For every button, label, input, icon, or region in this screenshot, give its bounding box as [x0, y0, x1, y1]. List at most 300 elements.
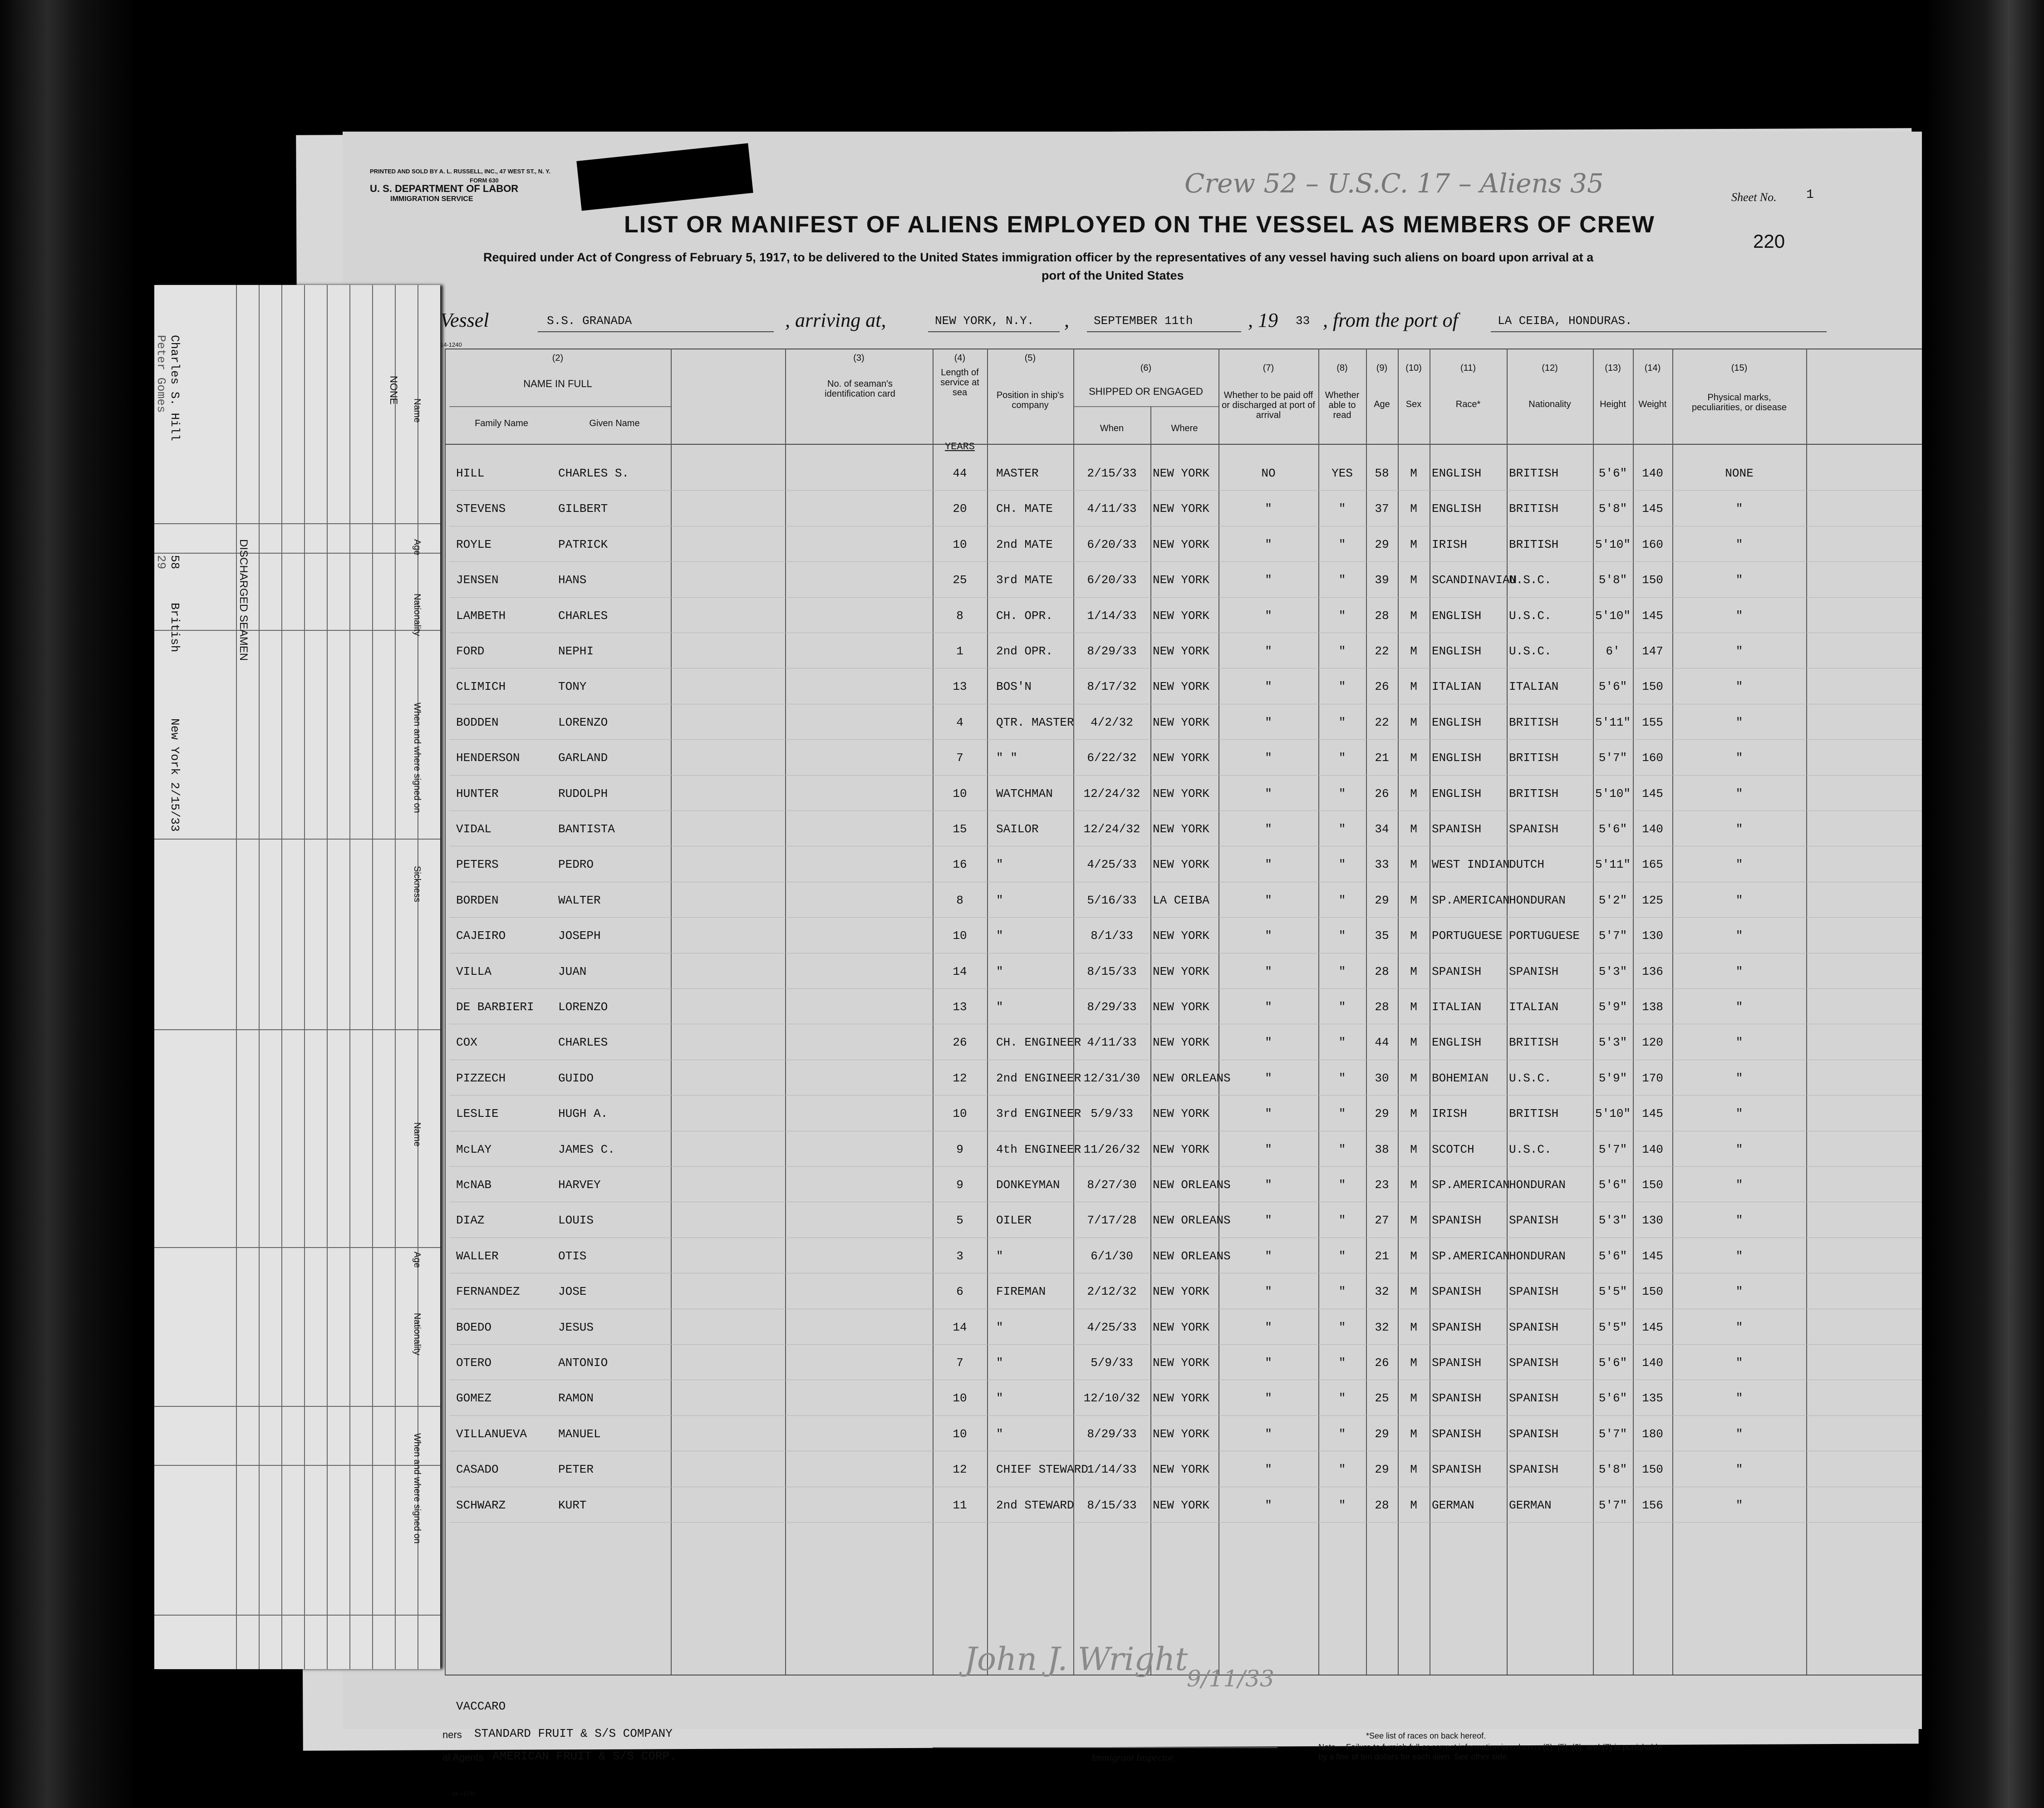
race-cell: SPANISH [1432, 822, 1482, 836]
stamp-number: 220 [1753, 231, 1785, 252]
shipped-where-cell: NEW YORK [1153, 751, 1209, 765]
able-to-read-cell: " [1338, 1285, 1346, 1299]
table-row [343, 743, 1922, 775]
nationality-cell: BRITISH [1509, 715, 1559, 729]
service-years-cell: 7 [956, 1356, 963, 1370]
physical-marks-cell: NONE [1725, 467, 1754, 480]
sex-cell: M [1410, 467, 1417, 480]
shipped-when-cell: 6/22/32 [1087, 751, 1137, 765]
physical-marks-cell: " [1735, 1463, 1743, 1477]
able-to-read-cell: " [1338, 715, 1346, 729]
physical-marks-cell: " [1735, 1214, 1743, 1228]
age-cell: 29 [1375, 1107, 1389, 1121]
shipped-where-cell: NEW YORK [1153, 1463, 1209, 1477]
service-years-cell: 25 [953, 573, 967, 587]
physical-marks-cell: " [1735, 1320, 1743, 1334]
table-row [343, 1027, 1922, 1059]
able-to-read-cell: " [1338, 1107, 1346, 1121]
age-cell: 39 [1375, 573, 1389, 587]
physical-marks-cell: " [1735, 858, 1743, 872]
sheet-label: Sheet No. [1731, 191, 1777, 204]
nationality-cell: BRITISH [1509, 537, 1559, 551]
leaf-head-sickness: Sickness [412, 866, 422, 903]
shipped-when-cell: 5/9/33 [1091, 1356, 1133, 1370]
service-years-cell: 7 [956, 751, 963, 765]
able-to-read-cell: " [1338, 1391, 1346, 1405]
paid-off-cell: " [1265, 1463, 1272, 1477]
leaf-col-line [372, 285, 373, 1669]
position-cell: WATCHMAN [996, 786, 1053, 801]
able-to-read-cell: " [1338, 1214, 1346, 1228]
race-cell: BOHEMIAN [1432, 1071, 1489, 1085]
race-cell: SCOTCH [1432, 1142, 1474, 1156]
weight-cell: 145 [1642, 502, 1663, 516]
redaction-mark [576, 143, 753, 211]
leaf-entry-age: 58 [168, 555, 182, 570]
table-row [343, 1170, 1922, 1202]
row-rule [449, 490, 1922, 491]
physical-marks-cell: " [1735, 964, 1743, 978]
shipped-where-cell: NEW YORK [1153, 964, 1209, 978]
service-years-cell: 6 [956, 1285, 963, 1299]
service-years-cell: 12 [953, 1463, 967, 1477]
physical-marks-cell: " [1735, 929, 1743, 943]
discharged-seamen-leaf [154, 285, 440, 1669]
given-name-cell: JAMES C. [558, 1142, 615, 1156]
height-cell: 5'7" [1598, 1427, 1627, 1441]
leaf-head-nationality: Nationality [412, 594, 422, 636]
family-name-cell: McLAY [456, 1142, 492, 1156]
races-note: *See list of races on back hereof. [1366, 1731, 1486, 1740]
age-cell: 58 [1375, 467, 1389, 480]
service-years-cell: 8 [956, 609, 963, 623]
race-cell: ENGLISH [1432, 502, 1482, 516]
able-to-read-cell: " [1338, 822, 1346, 836]
age-cell: 25 [1375, 1391, 1389, 1405]
weight-cell: 130 [1642, 1214, 1663, 1228]
age-cell: 34 [1375, 822, 1389, 836]
shipped-where-cell: NEW YORK [1153, 1498, 1209, 1512]
service-years-cell: 26 [953, 1036, 967, 1050]
position-cell: " [996, 1356, 1003, 1370]
weight-cell: 125 [1642, 893, 1663, 907]
able-to-read-cell: " [1338, 1036, 1346, 1050]
race-cell: SPANISH [1432, 1427, 1482, 1441]
service-years-cell: 10 [953, 1427, 967, 1441]
sex-cell: M [1410, 1000, 1417, 1014]
leaf-head-nationality-2: Nationality [412, 1313, 422, 1356]
shipped-when-cell: 8/27/30 [1087, 1178, 1137, 1192]
height-cell: 5'3" [1598, 964, 1627, 978]
nationality-cell: U.S.C. [1509, 609, 1552, 623]
col-num-12: (12) [1542, 363, 1558, 373]
shipped-where-cell: NEW YORK [1153, 1000, 1209, 1014]
shipped-where-cell: NEW YORK [1153, 537, 1209, 551]
given-name-cell: LOUIS [558, 1214, 594, 1228]
table-row [343, 921, 1922, 953]
given-name-cell: CHARLES [558, 1036, 608, 1050]
sex-cell: M [1410, 822, 1417, 836]
pencil-crew-count: Crew 52 – U.S.C. 17 – Aliens 35 [1184, 168, 1604, 199]
service-years-cell: 10 [953, 786, 967, 801]
service-years-cell: 5 [956, 1214, 963, 1228]
shipped-when-cell: 4/2/32 [1091, 715, 1133, 729]
able-to-read-cell: " [1338, 1356, 1346, 1370]
weight-cell: 140 [1642, 1356, 1663, 1370]
weight-cell: 140 [1642, 1142, 1663, 1156]
leaf-head-signed-on: When and where signed on [412, 703, 422, 813]
shipped-when-cell: 8/29/33 [1087, 1000, 1137, 1014]
paid-off-cell: " [1265, 822, 1272, 836]
table-row [343, 601, 1922, 633]
family-name-cell: VIDAL [456, 822, 492, 836]
height-cell: 5'11" [1595, 858, 1631, 872]
race-cell: SPANISH [1432, 1320, 1482, 1334]
row-rule [449, 775, 1922, 776]
paid-off-cell: " [1265, 1142, 1272, 1156]
table-row [343, 885, 1922, 917]
physical-marks-cell: " [1735, 1000, 1743, 1014]
weight-cell: 145 [1642, 786, 1663, 801]
nationality-cell: U.S.C. [1509, 1071, 1552, 1085]
paid-off-cell: " [1265, 893, 1272, 907]
leaf-head-name-2: Name [412, 1122, 422, 1147]
leaf-col-line [349, 285, 350, 1669]
family-name-cell: PIZZECH [456, 1071, 506, 1085]
leaf-head-age-2: Age [412, 1252, 422, 1268]
weight-cell: 140 [1642, 822, 1663, 836]
height-cell: 5'7" [1598, 1498, 1627, 1512]
family-name-cell: OTERO [456, 1356, 492, 1370]
sex-cell: M [1410, 1071, 1417, 1085]
age-cell: 33 [1375, 858, 1389, 872]
service-years-cell: 10 [953, 1107, 967, 1121]
age-cell: 35 [1375, 929, 1389, 943]
race-cell: ITALIAN [1432, 680, 1482, 694]
able-to-read-cell: " [1338, 751, 1346, 765]
leaf-row-line [154, 1406, 440, 1407]
family-name-cell: WALLER [456, 1249, 499, 1263]
height-cell: 5'10" [1595, 786, 1631, 801]
form-title: LIST OR MANIFEST OF ALIENS EMPLOYED ON THE VESSEL AS MEMBERS OF CREW [624, 211, 1655, 238]
row-rule [449, 988, 1922, 989]
height-cell: 5'3" [1598, 1214, 1627, 1228]
sex-cell: M [1410, 1285, 1417, 1299]
nationality-cell: BRITISH [1509, 786, 1559, 801]
position-cell: OILER [996, 1214, 1032, 1228]
nationality-cell: ITALIAN [1509, 680, 1559, 694]
sex-cell: M [1410, 786, 1417, 801]
shipped-where-cell: NEW YORK [1153, 467, 1209, 480]
race-cell: SP.AMERICAN [1432, 1178, 1510, 1192]
age-cell: 26 [1375, 786, 1389, 801]
leaf-row-line [154, 1247, 440, 1248]
service-years-cell: 44 [953, 467, 967, 480]
race-cell: SPANISH [1432, 1285, 1482, 1299]
position-cell: " [996, 964, 1003, 978]
physical-marks-cell: " [1735, 680, 1743, 694]
col-num-10: (10) [1405, 363, 1422, 373]
service-years-cell: 9 [956, 1142, 963, 1156]
nationality-cell: U.S.C. [1509, 1142, 1552, 1156]
nationality-cell: ITALIAN [1509, 1000, 1559, 1014]
race-cell: SCANDINAVIAN [1432, 573, 1517, 587]
age-cell: 30 [1375, 1071, 1389, 1085]
weight-cell: 136 [1642, 964, 1663, 978]
height-cell: 5'9" [1598, 1071, 1627, 1085]
height-cell: 6' [1606, 644, 1620, 658]
given-name-cell: HARVEY [558, 1178, 601, 1192]
race-cell: PORTUGUESE [1432, 929, 1503, 943]
years-unit: YEARS [944, 441, 975, 452]
family-name-cell: BORDEN [456, 893, 499, 907]
name-subheader-rule [449, 406, 671, 407]
shipped-where-cell: LA CEIBA [1153, 893, 1209, 907]
able-to-read-cell: YES [1332, 467, 1353, 480]
departure-port: LA CEIBA, HONDURAS. [1498, 314, 1632, 328]
nationality-cell: DUTCH [1509, 858, 1545, 872]
physical-marks-cell: " [1735, 786, 1743, 801]
given-name-cell: GILBERT [558, 502, 608, 516]
age-cell: 38 [1375, 1142, 1389, 1156]
paid-off-cell: " [1265, 858, 1272, 872]
vessel-underline [538, 331, 774, 332]
vessel-label: Vessel [440, 309, 489, 331]
inspector-line [933, 1747, 1278, 1748]
shipped-when-cell: 8/15/33 [1087, 964, 1137, 978]
family-name-cell: FORD [456, 644, 485, 658]
sex-cell: M [1410, 715, 1417, 729]
service-years-cell: 13 [953, 1000, 967, 1014]
given-name-cell: JOSE [558, 1285, 587, 1299]
department: U. S. DEPARTMENT OF LABOR [370, 183, 519, 194]
age-cell: 27 [1375, 1214, 1389, 1228]
table-row [343, 1419, 1922, 1451]
able-to-read-cell: " [1338, 644, 1346, 658]
nationality-cell: BRITISH [1509, 1107, 1559, 1121]
weight-cell: 170 [1642, 1071, 1663, 1085]
date-underline [1087, 331, 1241, 332]
inspector-signature: John J. Wright [964, 1641, 1188, 1678]
sex-cell: M [1410, 1036, 1417, 1050]
paid-off-cell: " [1265, 1356, 1272, 1370]
age-cell: 22 [1375, 715, 1389, 729]
sex-cell: M [1410, 1320, 1417, 1334]
table-row [343, 1348, 1922, 1380]
given-name-cell: OTIS [558, 1249, 587, 1263]
leaf-entry-nationality: British [168, 603, 182, 653]
leaf-col-line [236, 285, 237, 1669]
nationality-cell: BRITISH [1509, 502, 1559, 516]
owners-label: ners [442, 1729, 462, 1740]
able-to-read-cell: " [1338, 609, 1346, 623]
nationality-cell: BRITISH [1509, 467, 1559, 480]
table-row [343, 957, 1922, 988]
nationality-cell: SPANISH [1509, 1427, 1559, 1441]
able-to-read-cell: " [1338, 1000, 1346, 1014]
nationality-cell: HONDURAN [1509, 893, 1566, 907]
row-rule [449, 1166, 1922, 1167]
physical-marks-cell: " [1735, 751, 1743, 765]
given-name-cell: HUGH A. [558, 1107, 608, 1121]
from-port-label: , from the port of [1323, 309, 1458, 331]
col-head-id-card: No. of seaman's identification card [825, 379, 895, 399]
physical-marks-cell: " [1735, 1107, 1743, 1121]
race-cell: ENGLISH [1432, 467, 1482, 480]
col-head-service: Length of service at sea [940, 368, 979, 398]
shipped-when-cell: 8/17/32 [1087, 680, 1137, 694]
service-years-cell: 1 [956, 644, 963, 658]
position-cell: 2nd OPR. [996, 644, 1053, 658]
paid-off-cell: " [1265, 1320, 1272, 1334]
service-years-cell: 10 [953, 1391, 967, 1405]
shipped-when-cell: 4/11/33 [1087, 502, 1137, 516]
physical-marks-cell: " [1735, 893, 1743, 907]
leaf-row-line [154, 1615, 440, 1616]
paid-off-cell: " [1265, 715, 1272, 729]
race-cell: IRISH [1432, 1107, 1468, 1121]
position-cell: DONKEYMAN [996, 1178, 1060, 1192]
row-rule [449, 917, 1922, 918]
leaf-col-line [281, 285, 282, 1669]
table-row [343, 494, 1922, 526]
age-cell: 21 [1375, 1249, 1389, 1263]
height-cell: 5'10" [1595, 609, 1631, 623]
shipped-where-cell: NEW YORK [1153, 502, 1209, 516]
family-name-cell: FERNANDEZ [456, 1285, 520, 1299]
leaf-head-signed-on-2: When and where signed on [412, 1433, 422, 1544]
weight-cell: 165 [1642, 858, 1663, 872]
leaf-entry-signed-on: New York 2/15/33 [168, 718, 182, 832]
col-head-height: Height [1600, 399, 1626, 409]
shipped-when-cell: 8/29/33 [1087, 1427, 1137, 1441]
nationality-cell: SPANISH [1509, 1285, 1559, 1299]
shipped-subheader-rule [1073, 406, 1219, 407]
able-to-read-cell: " [1338, 786, 1346, 801]
arrival-port: NEW YORK, N.Y. [935, 314, 1034, 328]
family-name-cell: VILLANUEVA [456, 1427, 527, 1441]
race-cell: ENGLISH [1432, 644, 1482, 658]
col-head-given: Given Name [589, 418, 640, 428]
physical-marks-cell: " [1735, 1391, 1743, 1405]
sex-cell: M [1410, 1249, 1417, 1263]
weight-cell: 145 [1642, 1107, 1663, 1121]
paid-off-cell: " [1265, 1107, 1272, 1121]
nationality-cell: GERMAN [1509, 1498, 1552, 1512]
position-cell: " [996, 1391, 1003, 1405]
shipped-where-cell: NEW ORLEANS [1153, 1214, 1231, 1228]
height-cell: 5'10" [1595, 537, 1631, 551]
age-cell: 32 [1375, 1320, 1389, 1334]
sex-cell: M [1410, 1463, 1417, 1477]
position-cell: " " [996, 751, 1017, 765]
family-name-cell: BODDEN [456, 715, 499, 729]
paid-off-cell: " [1265, 502, 1272, 516]
family-name-cell: HILL [456, 467, 485, 480]
col-head-when: When [1100, 423, 1124, 433]
arrival-year: 33 [1296, 314, 1310, 328]
race-cell: ENGLISH [1432, 786, 1482, 801]
paid-off-cell: " [1265, 751, 1272, 765]
shipped-when-cell: 12/31/30 [1083, 1071, 1140, 1085]
service-years-cell: 4 [956, 715, 963, 729]
form-code: 14-1240 [440, 341, 462, 348]
sex-cell: M [1410, 502, 1417, 516]
col-num-9: (9) [1376, 363, 1388, 373]
given-name-cell: CHARLES S. [558, 467, 629, 480]
age-cell: 29 [1375, 893, 1389, 907]
shipped-where-cell: NEW YORK [1153, 1391, 1209, 1405]
shipped-when-cell: 1/14/33 [1087, 609, 1137, 623]
nationality-cell: U.S.C. [1509, 644, 1552, 658]
position-cell: CHIEF STEWARD [996, 1463, 1088, 1477]
service-years-cell: 14 [953, 964, 967, 978]
given-name-cell: LORENZO [558, 715, 608, 729]
owner-a: VACCARO [456, 1700, 506, 1713]
height-cell: 5'6" [1598, 1391, 1627, 1405]
leaf-row-line [154, 839, 440, 840]
col-head-paid-off: Whether to be paid off or discharged at port of arrival [1222, 390, 1315, 420]
table-row [343, 672, 1922, 703]
able-to-read-cell: " [1338, 1142, 1346, 1156]
shipped-when-cell: 12/24/32 [1083, 822, 1140, 836]
shipped-when-cell: 8/15/33 [1087, 1498, 1137, 1512]
nationality-cell: SPANISH [1509, 1356, 1559, 1370]
shipped-where-cell: NEW YORK [1153, 1320, 1209, 1334]
sex-cell: M [1410, 964, 1417, 978]
shipped-when-cell: 6/1/30 [1091, 1249, 1133, 1263]
sex-cell: M [1410, 609, 1417, 623]
sex-cell: M [1410, 929, 1417, 943]
given-name-cell: NEPHI [558, 644, 594, 658]
table-row [343, 565, 1922, 597]
paid-off-cell: " [1265, 1285, 1272, 1299]
service-years-cell: 8 [956, 893, 963, 907]
position-cell: 3rd MATE [996, 573, 1053, 587]
year-prefix: , 19 [1248, 309, 1278, 331]
height-cell: 5'7" [1598, 929, 1627, 943]
sex-cell: M [1410, 1498, 1417, 1512]
paid-off-cell: " [1265, 644, 1272, 658]
leaf-entry-name-2: Peter Gomes [154, 335, 168, 413]
subtitle-line-2: port of the United States [1042, 269, 1184, 282]
col-head-marks: Physical marks, peculiarities, or disease [1692, 393, 1787, 413]
table-row [343, 1099, 1922, 1130]
shipped-where-cell: NEW YORK [1153, 644, 1209, 658]
paid-off-cell: " [1265, 1214, 1272, 1228]
able-to-read-cell: " [1338, 1178, 1346, 1192]
given-name-cell: CHARLES [558, 609, 608, 623]
nationality-cell: U.S.C. [1509, 573, 1552, 587]
shipped-when-cell: 2/15/33 [1087, 467, 1137, 480]
row-rule [449, 1415, 1922, 1416]
physical-marks-cell: " [1735, 1142, 1743, 1156]
shipped-where-cell: NEW ORLEANS [1153, 1071, 1231, 1085]
age-cell: 32 [1375, 1285, 1389, 1299]
able-to-read-cell: " [1338, 1463, 1346, 1477]
family-name-cell: COX [456, 1036, 477, 1050]
physical-marks-cell: " [1735, 1071, 1743, 1085]
leaf-head-name: Name [412, 398, 422, 423]
physical-marks-cell: " [1735, 1036, 1743, 1050]
given-name-cell: TONY [558, 680, 587, 694]
paid-off-cell: " [1265, 1071, 1272, 1085]
race-cell: SPANISH [1432, 1214, 1482, 1228]
sex-cell: M [1410, 1391, 1417, 1405]
shipped-when-cell: 4/25/33 [1087, 1320, 1137, 1334]
position-cell: 2nd MATE [996, 537, 1053, 551]
weight-cell: 150 [1642, 1178, 1663, 1192]
